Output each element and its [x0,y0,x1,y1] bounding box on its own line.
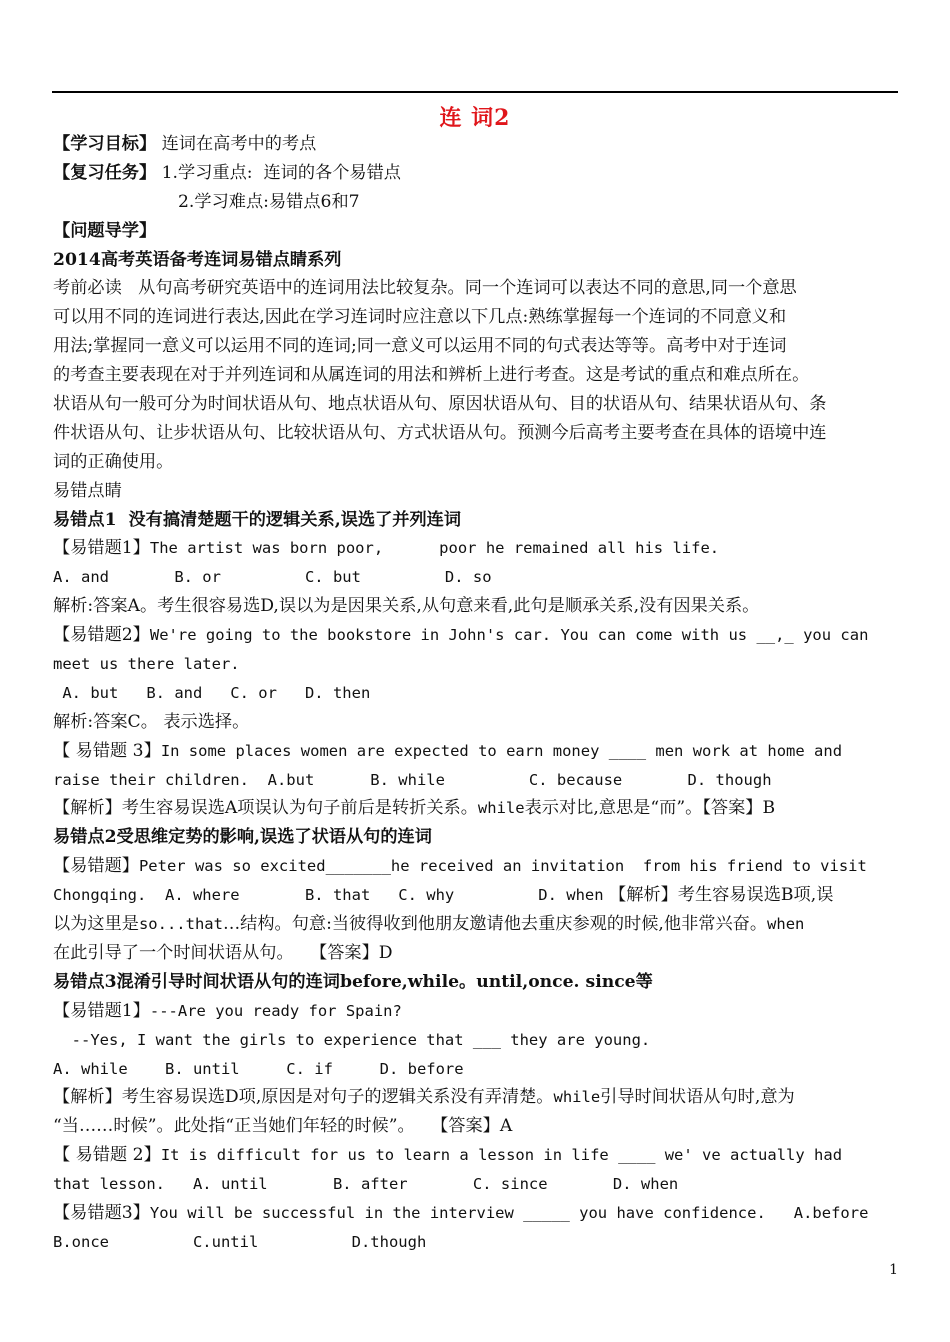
analysis-line: 在此引导了一个时间状语从句。 【答案】D [53,942,393,963]
question-line: 【易错题2】We're going to the bookstore in John's car. You can come with us __,_ you can [53,625,869,646]
page-number: 1 [889,1262,898,1278]
question-line: 【易错题】Peter was so excited_______he received an invitation from his friend to visit [53,856,867,877]
line-guide-heading: 【问题导学】 [53,220,157,241]
paragraph-line: 用法;掌握同一意义可以运用不同的连词;同一意义可以运用不同的句式表达等等。高考中对于连词 [53,336,787,357]
heading-error-point-2: 易错点2受思维定势的影响,误选了状语从句的连词 [53,827,432,848]
paragraph-line: 件状语从句、让步状语从句、比较状语从句、方式状语从句。预测今后高考主要考查在具体的语境中连 [53,422,827,443]
question-line: 【易错题3】You will be successful in the interview _____ you have confidence. A.before [53,1202,869,1223]
paragraph-line: 词的正确使用。 [53,451,174,472]
analysis-line: 以为这里是so...that…结构。句意:当彼得收到他朋友邀请他去重庆参观的时候,他非常兴奋。when [53,914,805,935]
analysis-line: 【解析】考生容易误选A项误认为句子前后是转折关系。while表示对比,意思是“而”。【答案】B [53,798,776,819]
line-series-heading: 2014高考英语备考连词易错点睛系列 [53,249,342,270]
page-title: 连 词2 [439,105,511,131]
options-line: A. but B. and C. or D. then [53,683,371,702]
question-line: 【 易错题 2】It is difficult for us to learn a lesson in life ____ we' ve actually had [53,1145,843,1166]
question-line: 【 易错题 3】In some places women are expected to earn money ____ men work at home and [53,740,843,761]
heading-error-point-3: 易错点3混淆引导时间状语从句的连词before,while。until,once. since等 [53,971,653,992]
analysis-line: “当……时候”。此处指“正当她们年轻的时候”。 【答案】A [53,1116,513,1137]
options-line: A. and B. or C. but D. so [53,568,492,587]
options-line: that lesson. A. until B. after C. since D. when [53,1175,679,1194]
analysis-line: 【解析】考生容易误选D项,原因是对句子的逻辑关系没有弄清楚。while引导时间状语从句时,意为 [53,1087,795,1108]
paragraph-line: 状语从句一般可分为时间状语从句、地点状语从句、原因状语从句、目的状语从句、结果状语从句、条 [53,394,827,415]
question-line: 【易错题1】---Are you ready for Spain? [53,1000,402,1021]
options-line: Chongqing. A. where B. that C. why D. when 【解析】考生容易误选B项,误 [53,885,834,906]
paragraph-line: 可以用不同的连词进行表达,因此在学习连词时应注意以下几点:熟练掌握每一个连词的不同意义和 [53,307,787,328]
line-learning-goal: 【学习目标】 连词在高考中的考点 [53,134,317,154]
analysis-line: 解析:答案A。考生很容易选D,误以为是因果关系,从句意来看,此句是顺承关系,没有因果关系。 [53,596,760,617]
header-rule [52,91,898,93]
question-line: meet us there later. [53,655,240,674]
paragraph-line: 考前必读 从句高考研究英语中的连词用法比较复杂。同一个连词可以表达不同的意思,同一个意思 [53,278,797,299]
question-line: --Yes, I want the girls to experience that ___ they are young. [53,1030,651,1049]
paragraph-line: 的考查主要表现在对于并列连词和从属连词的用法和辨析上进行考查。这是考试的重点和难点所在。 [53,365,810,386]
options-line: B.once C.until D.though [53,1232,427,1251]
question-line: 【易错题1】The artist was born poor, poor he remained all his life. [53,538,720,559]
line-review-task: 【复习任务】 1.学习重点: 连词的各个易错点 [53,162,401,183]
analysis-line: 解析:答案C。 表示选择。 [53,711,250,732]
options-line: raise their children. A.but B. while C. because D. though [53,770,772,789]
options-line: A. while B. until C. if D. before [53,1059,464,1078]
heading-error-point-1: 易错点1 没有搞清楚题干的逻辑关系,误选了并列连词 [53,509,462,530]
document-body [53,130,899,1257]
line-error-points: 易错点睛 [53,480,122,501]
line-review-difficulty: 2.学习难点:易错点6和7 [178,191,360,212]
